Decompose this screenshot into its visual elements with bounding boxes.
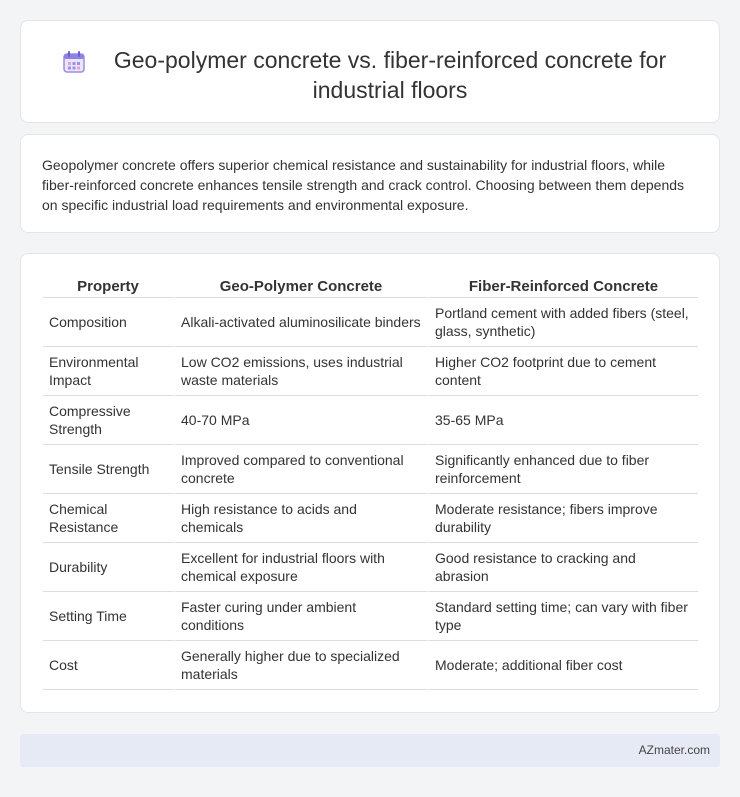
row-property: Setting Time	[43, 592, 175, 641]
row-geo-polymer-value: Low CO2 emissions, uses industrial waste materials	[175, 347, 429, 396]
row-property: Durability	[43, 543, 175, 592]
row-geo-polymer-value: Generally higher due to specialized materials	[175, 641, 429, 690]
row-fiber-value: Good resistance to cracking and abrasion	[429, 543, 698, 592]
table-row	[43, 298, 698, 347]
row-geo-polymer-value: Excellent for industrial floors with chemical exposure	[175, 543, 429, 592]
table-row	[43, 494, 698, 543]
title-row	[21, 21, 719, 105]
row-geo-polymer-value: Improved compared to conventional concrete	[175, 445, 429, 494]
table-row	[43, 592, 698, 641]
row-property: Cost	[43, 641, 175, 690]
title-card	[20, 20, 720, 123]
header-fiber-reinforced: Fiber-Reinforced Concrete	[429, 272, 698, 298]
row-geo-polymer-value: 40-70 MPa	[175, 396, 429, 445]
row-property: Composition	[43, 298, 175, 347]
intro-text: Geopolymer concrete offers superior chemical resistance and sustainability for industrial floors, while fiber-reinforced concrete enhances tensile strength and crack control. Choosing between them depends on specific industrial load requirements and environmental exposure.	[42, 157, 685, 213]
row-property: Chemical Resistance	[43, 494, 175, 543]
intro-card	[20, 134, 720, 233]
row-fiber-value: Standard setting time; can vary with fiber type	[429, 592, 698, 641]
page-title: Geo-polymer concrete vs. fiber-reinforced concrete for industrial floors	[113, 47, 667, 103]
table-row	[43, 543, 698, 592]
row-geo-polymer-value: Faster curing under ambient conditions	[175, 592, 429, 641]
row-fiber-value: Higher CO2 footprint due to cement content	[429, 347, 698, 396]
header-property: Property	[43, 272, 175, 298]
comparison-table	[43, 272, 698, 690]
table-row	[43, 641, 698, 690]
footer-brand[interactable]: AZmater.com	[638, 743, 710, 757]
row-fiber-value: Portland cement with added fibers (steel, glass, synthetic)	[429, 298, 698, 347]
row-fiber-value: Moderate resistance; fibers improve durability	[429, 494, 698, 543]
row-property: Environmental Impact	[43, 347, 175, 396]
comparison-table-card	[20, 253, 720, 713]
row-property: Compressive Strength	[43, 396, 175, 445]
table-row	[43, 445, 698, 494]
row-geo-polymer-value: High resistance to acids and chemicals	[175, 494, 429, 543]
table-header-row	[43, 272, 698, 298]
table-row	[43, 396, 698, 445]
row-fiber-value: Significantly enhanced due to fiber reinforcement	[429, 445, 698, 494]
row-fiber-value: Moderate; additional fiber cost	[429, 641, 698, 690]
row-property: Tensile Strength	[43, 445, 175, 494]
footer-bar	[20, 734, 720, 767]
row-fiber-value: 35-65 MPa	[429, 396, 698, 445]
row-geo-polymer-value: Alkali-activated aluminosilicate binders	[175, 298, 429, 347]
header-geo-polymer: Geo-Polymer Concrete	[175, 272, 429, 298]
table-row	[43, 347, 698, 396]
calendar-icon	[61, 49, 87, 75]
